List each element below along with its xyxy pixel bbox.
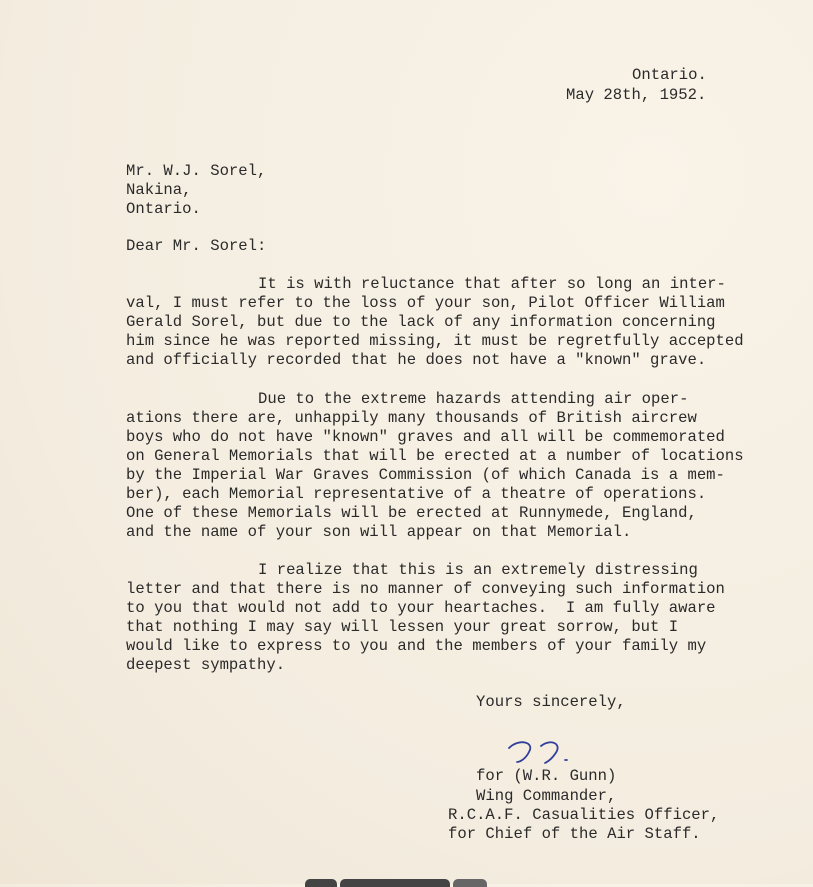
- toolbar-button[interactable]: [340, 879, 450, 887]
- paragraph-line: and officially recorded that he does not have a "known" grave.: [126, 351, 707, 369]
- paragraph-line: One of these Memorials will be erected at Runnymede, England,: [126, 504, 697, 522]
- paragraph-line: boys who do not have "known" graves and all will be commemorated: [126, 428, 725, 446]
- address-line: Mr. W.J. Sorel,: [126, 162, 267, 180]
- signature-line: Wing Commander,: [476, 787, 617, 805]
- date-line: May 28th, 1952.: [566, 86, 707, 104]
- handwritten-signature: [505, 736, 580, 768]
- place-line: Ontario.: [632, 66, 707, 84]
- paragraph-line: and the name of your son will appear on that Memorial.: [126, 523, 632, 541]
- paragraph-line: Gerald Sorel, but due to the lack of any information concerning: [126, 313, 716, 331]
- viewer-toolbar[interactable]: [305, 879, 487, 887]
- paragraph-line: that nothing I may say will lessen your great sorrow, but I: [126, 618, 679, 636]
- paragraph-line: letter and that there is no manner of conveying such information: [126, 580, 725, 598]
- paragraph-line: on General Memorials that will be erected at a number of locations: [126, 447, 744, 465]
- paragraph-line: It is with reluctance that after so long an inter-: [258, 275, 726, 293]
- toolbar-button[interactable]: [305, 879, 337, 887]
- paragraph-line: him since he was reported missing, it must be regretfully accepted: [126, 332, 744, 350]
- signature-line: for (W.R. Gunn): [476, 767, 617, 785]
- signature-line: R.C.A.F. Casualities Officer,: [448, 806, 720, 824]
- toolbar-button[interactable]: [453, 879, 487, 887]
- paragraph-line: ber), each Memorial representative of a theatre of operations.: [126, 485, 707, 503]
- signature-line: for Chief of the Air Staff.: [448, 825, 701, 843]
- closing: Yours sincerely,: [476, 693, 626, 711]
- paragraph-line: deepest sympathy.: [126, 656, 286, 674]
- paragraph-line: to you that would not add to your heartaches. I am fully aware: [126, 599, 716, 617]
- paragraph-line: ations there are, unhappily many thousands of British aircrew: [126, 409, 697, 427]
- paragraph-line: I realize that this is an extremely distressing: [258, 561, 698, 579]
- salutation: Dear Mr. Sorel:: [126, 237, 267, 255]
- paragraph-line: Due to the extreme hazards attending air oper-: [258, 390, 689, 408]
- address-line: Nakina,: [126, 181, 192, 199]
- paragraph-line: by the Imperial War Graves Commission (of which Canada is a mem-: [126, 466, 725, 484]
- address-line: Ontario.: [126, 200, 201, 218]
- paragraph-line: would like to express to you and the members of your family my: [126, 637, 707, 655]
- paragraph-line: val, I must refer to the loss of your son, Pilot Officer William: [126, 294, 725, 312]
